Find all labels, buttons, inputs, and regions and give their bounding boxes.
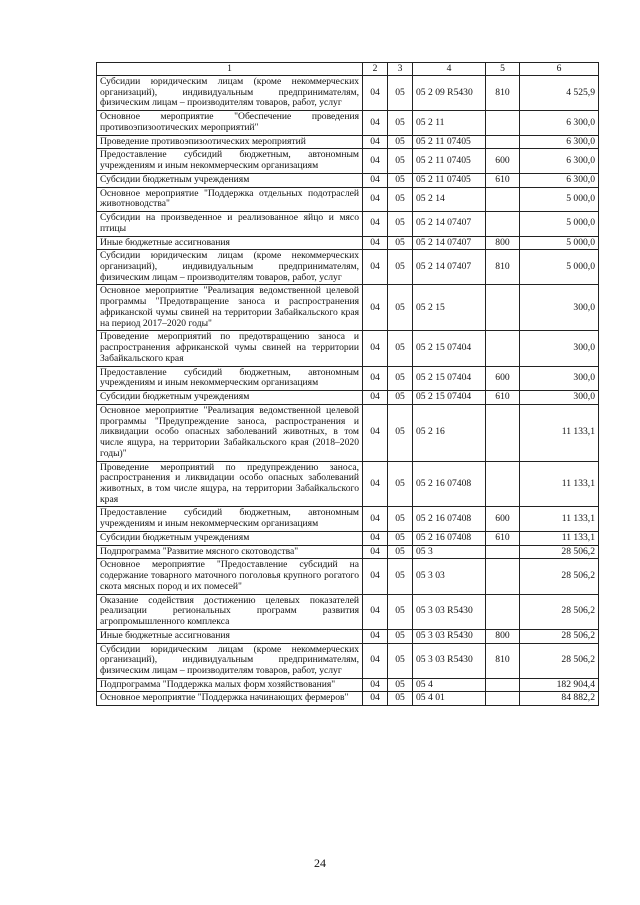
table-row	[97, 404, 599, 461]
expense-type-cell	[486, 135, 520, 149]
column-header: 1	[97, 63, 363, 76]
table-row	[97, 531, 599, 545]
subsection-code-cell: 05	[388, 692, 413, 706]
table-row	[97, 391, 599, 405]
amount-cell: 5 000,0	[520, 236, 599, 250]
subsection-code-cell: 05	[388, 531, 413, 545]
item-name-cell: Основное мероприятие "Реализация ведомственной целевой программы "Предупреждение заноса, распространения и ликвидации особо опасных заболеваний животных, в том числе ящура, на территории Забайкальского края (2018–2020 годы)"	[97, 404, 363, 461]
amount-cell: 5 000,0	[520, 212, 599, 236]
amount-cell: 28 506,2	[520, 559, 599, 594]
table-row	[97, 149, 599, 173]
table-row	[97, 187, 599, 211]
target-article-cell: 05 2 14 07407	[413, 212, 486, 236]
expense-type-cell	[486, 461, 520, 507]
section-code-cell: 04	[363, 250, 388, 285]
amount-cell: 6 300,0	[520, 135, 599, 149]
section-code-cell: 04	[363, 187, 388, 211]
target-article-cell: 05 2 16 07408	[413, 461, 486, 507]
expense-type-cell	[486, 692, 520, 706]
section-code-cell: 04	[363, 545, 388, 559]
table-row	[97, 559, 599, 594]
expense-type-cell	[486, 594, 520, 629]
section-code-cell: 04	[363, 173, 388, 187]
section-code-cell: 04	[363, 559, 388, 594]
subsection-code-cell: 05	[388, 187, 413, 211]
item-name-cell: Подпрограмма "Развитие мясного скотоводства"	[97, 545, 363, 559]
section-code-cell: 04	[363, 531, 388, 545]
item-name-cell: Субсидии на произведенное и реализованное яйцо и мясо птицы	[97, 212, 363, 236]
amount-cell: 11 133,1	[520, 461, 599, 507]
section-code-cell: 04	[363, 391, 388, 405]
amount-cell: 6 300,0	[520, 173, 599, 187]
item-name-cell: Иные бюджетные ассигнования	[97, 629, 363, 643]
subsection-code-cell: 05	[388, 461, 413, 507]
subsection-code-cell: 05	[388, 594, 413, 629]
table-row	[97, 545, 599, 559]
expense-type-cell: 800	[486, 629, 520, 643]
expense-type-cell: 610	[486, 391, 520, 405]
item-name-cell: Оказание содействия достижению целевых показателей реализации региональных программ развития агропромышленного комплекса	[97, 594, 363, 629]
subsection-code-cell: 05	[388, 149, 413, 173]
section-code-cell: 04	[363, 507, 388, 531]
amount-cell: 11 133,1	[520, 507, 599, 531]
expense-type-cell: 610	[486, 531, 520, 545]
item-name-cell: Предоставление субсидий бюджетным, автономным учреждениям и иным некоммерческим организациям	[97, 366, 363, 390]
amount-cell: 11 133,1	[520, 531, 599, 545]
target-article-cell: 05 2 15	[413, 285, 486, 331]
subsection-code-cell: 05	[388, 559, 413, 594]
amount-cell: 84 882,2	[520, 692, 599, 706]
section-code-cell: 04	[363, 692, 388, 706]
expense-type-cell	[486, 331, 520, 366]
section-code-cell: 04	[363, 678, 388, 692]
item-name-cell: Основное мероприятие "Поддержка отдельных подотраслей животноводства"	[97, 187, 363, 211]
item-name-cell: Субсидии бюджетным учреждениям	[97, 531, 363, 545]
table-row	[97, 173, 599, 187]
target-article-cell: 05 2 14	[413, 187, 486, 211]
table-row	[97, 461, 599, 507]
section-code-cell: 04	[363, 366, 388, 390]
section-code-cell: 04	[363, 461, 388, 507]
amount-cell: 182 904,4	[520, 678, 599, 692]
subsection-code-cell: 05	[388, 545, 413, 559]
section-code-cell: 04	[363, 331, 388, 366]
target-article-cell: 05 2 15 07404	[413, 331, 486, 366]
expense-type-cell	[486, 111, 520, 135]
table-row	[97, 594, 599, 629]
subsection-code-cell: 05	[388, 331, 413, 366]
amount-cell: 28 506,2	[520, 594, 599, 629]
subsection-code-cell: 05	[388, 391, 413, 405]
table-row	[97, 212, 599, 236]
expense-type-cell: 810	[486, 250, 520, 285]
section-code-cell: 04	[363, 404, 388, 461]
subsection-code-cell: 05	[388, 629, 413, 643]
target-article-cell: 05 2 15 07404	[413, 391, 486, 405]
table-row	[97, 629, 599, 643]
item-name-cell: Иные бюджетные ассигнования	[97, 236, 363, 250]
target-article-cell: 05 2 09 R5430	[413, 76, 486, 111]
item-name-cell: Проведение мероприятий по предупреждению заноса, распространения и ликвидации особо опасных заболеваний животных, в том числе ящура, на территории Забайкальского края	[97, 461, 363, 507]
subsection-code-cell: 05	[388, 366, 413, 390]
target-article-cell: 05 3 03 R5430	[413, 629, 486, 643]
subsection-code-cell: 05	[388, 212, 413, 236]
expense-type-cell	[486, 187, 520, 211]
table-row	[97, 76, 599, 111]
table-row	[97, 366, 599, 390]
page-number: 24	[314, 856, 326, 870]
target-article-cell: 05 2 15 07404	[413, 366, 486, 390]
table-row	[97, 135, 599, 149]
amount-cell: 5 000,0	[520, 250, 599, 285]
section-code-cell: 04	[363, 629, 388, 643]
expense-type-cell: 600	[486, 507, 520, 531]
item-name-cell: Подпрограмма "Поддержка малых форм хозяйствования"	[97, 678, 363, 692]
table-row	[97, 331, 599, 366]
expense-type-cell: 600	[486, 149, 520, 173]
column-header: 2	[363, 63, 388, 76]
item-name-cell: Проведение противоэпизоотических мероприятий	[97, 135, 363, 149]
subsection-code-cell: 05	[388, 76, 413, 111]
amount-cell: 5 000,0	[520, 187, 599, 211]
target-article-cell: 05 2 11 07405	[413, 149, 486, 173]
table-row	[97, 643, 599, 678]
item-name-cell: Субсидии юридическим лицам (кроме некоммерческих организаций), индивидуальным предпринимателям, физическим лицам – производителям товаров, работ, услуг	[97, 643, 363, 678]
section-code-cell: 04	[363, 643, 388, 678]
section-code-cell: 04	[363, 236, 388, 250]
table-row	[97, 250, 599, 285]
amount-cell: 11 133,1	[520, 404, 599, 461]
section-code-cell: 04	[363, 594, 388, 629]
amount-cell: 28 506,2	[520, 545, 599, 559]
subsection-code-cell: 05	[388, 404, 413, 461]
amount-cell: 300,0	[520, 366, 599, 390]
subsection-code-cell: 05	[388, 250, 413, 285]
column-header: 3	[388, 63, 413, 76]
subsection-code-cell: 05	[388, 173, 413, 187]
target-article-cell: 05 2 14 07407	[413, 236, 486, 250]
item-name-cell: Субсидии бюджетным учреждениям	[97, 173, 363, 187]
column-header: 5	[486, 63, 520, 76]
section-code-cell: 04	[363, 135, 388, 149]
expense-type-cell: 610	[486, 173, 520, 187]
amount-cell: 300,0	[520, 285, 599, 331]
header-row	[97, 63, 599, 76]
item-name-cell: Субсидии бюджетным учреждениям	[97, 391, 363, 405]
item-name-cell: Предоставление субсидий бюджетным, автономным учреждениям и иным некоммерческим организациям	[97, 149, 363, 173]
target-article-cell: 05 3 03	[413, 559, 486, 594]
expense-type-cell: 810	[486, 643, 520, 678]
target-article-cell: 05 2 16 07408	[413, 531, 486, 545]
amount-cell: 28 506,2	[520, 629, 599, 643]
item-name-cell: Предоставление субсидий бюджетным, автономным учреждениям и иным некоммерческим организациям	[97, 507, 363, 531]
item-name-cell: Основное мероприятие "Обеспечение проведения противоэпизоотических мероприятий"	[97, 111, 363, 135]
target-article-cell: 05 2 14 07407	[413, 250, 486, 285]
target-article-cell: 05 2 16	[413, 404, 486, 461]
target-article-cell: 05 3	[413, 545, 486, 559]
amount-cell: 300,0	[520, 331, 599, 366]
target-article-cell: 05 4 01	[413, 692, 486, 706]
subsection-code-cell: 05	[388, 285, 413, 331]
item-name-cell: Основное мероприятие "Предоставление субсидий на содержание товарного маточного поголовья крупного рогатого скота мясных пород и их помесей"	[97, 559, 363, 594]
item-name-cell: Основное мероприятие "Реализация ведомственной целевой программы "Предотвращение заноса и распространения африканской чумы свиней на территории Забайкальского края на период 2017–2020 годы"	[97, 285, 363, 331]
table-row	[97, 692, 599, 706]
section-code-cell: 04	[363, 76, 388, 111]
subsection-code-cell: 05	[388, 678, 413, 692]
item-name-cell: Субсидии юридическим лицам (кроме некоммерческих организаций), индивидуальным предпринимателям, физическим лицам – производителям товаров, работ, услуг	[97, 76, 363, 111]
section-code-cell: 04	[363, 212, 388, 236]
expense-type-cell	[486, 559, 520, 594]
amount-cell: 4 525,9	[520, 76, 599, 111]
expense-type-cell: 800	[486, 236, 520, 250]
section-code-cell: 04	[363, 149, 388, 173]
table-row	[97, 236, 599, 250]
target-article-cell: 05 3 03 R5430	[413, 594, 486, 629]
subsection-code-cell: 05	[388, 507, 413, 531]
target-article-cell: 05 2 16 07408	[413, 507, 486, 531]
target-article-cell: 05 4	[413, 678, 486, 692]
expense-type-cell	[486, 545, 520, 559]
item-name-cell: Проведение мероприятий по предотвращению заноса и распространения африканской чумы свиней на территории Забайкальского края	[97, 331, 363, 366]
amount-cell: 28 506,2	[520, 643, 599, 678]
column-header: 6	[520, 63, 599, 76]
budget-table	[96, 62, 599, 706]
amount-cell: 6 300,0	[520, 111, 599, 135]
expense-type-cell: 810	[486, 76, 520, 111]
table-row	[97, 111, 599, 135]
subsection-code-cell: 05	[388, 135, 413, 149]
subsection-code-cell: 05	[388, 643, 413, 678]
amount-cell: 300,0	[520, 391, 599, 405]
item-name-cell: Субсидии юридическим лицам (кроме некоммерческих организаций), индивидуальным предпринимателям, физическим лицам – производителям товаров, работ, услуг	[97, 250, 363, 285]
table-row	[97, 285, 599, 331]
expense-type-cell	[486, 404, 520, 461]
subsection-code-cell: 05	[388, 111, 413, 135]
table-row	[97, 678, 599, 692]
target-article-cell: 05 2 11 07405	[413, 173, 486, 187]
expense-type-cell: 600	[486, 366, 520, 390]
column-header: 4	[413, 63, 486, 76]
expense-type-cell	[486, 678, 520, 692]
table-row	[97, 507, 599, 531]
target-article-cell: 05 3 03 R5430	[413, 643, 486, 678]
amount-cell: 6 300,0	[520, 149, 599, 173]
expense-type-cell	[486, 212, 520, 236]
target-article-cell: 05 2 11	[413, 111, 486, 135]
section-code-cell: 04	[363, 285, 388, 331]
target-article-cell: 05 2 11 07405	[413, 135, 486, 149]
item-name-cell: Основное мероприятие "Поддержка начинающих фермеров"	[97, 692, 363, 706]
expense-type-cell	[486, 285, 520, 331]
subsection-code-cell: 05	[388, 236, 413, 250]
section-code-cell: 04	[363, 111, 388, 135]
